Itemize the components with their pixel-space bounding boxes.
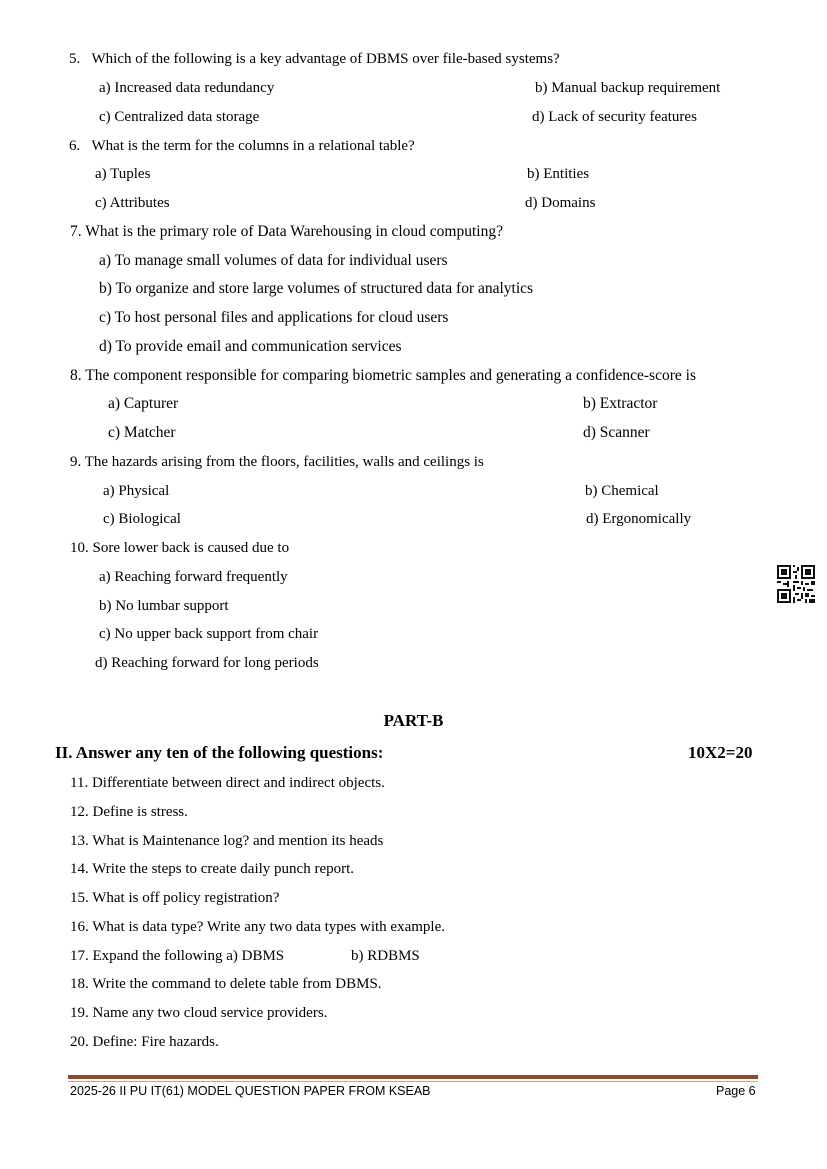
section-title: PART-B xyxy=(383,711,444,730)
question-number: 9. xyxy=(70,454,82,470)
option-c: c) To host personal files and applications for cloud users xyxy=(99,309,449,326)
option-c: c) Biological xyxy=(103,511,181,527)
qr-code-icon xyxy=(777,565,815,603)
question-number: 8. xyxy=(70,367,82,384)
footer-divider xyxy=(68,1075,758,1079)
short-question: 11. Differentiate between direct and indirect objects. xyxy=(70,775,385,791)
question-text: Sore lower back is caused due to xyxy=(92,540,290,556)
option-d: d) Lack of security features xyxy=(532,109,697,125)
section-marks: 10X2=20 xyxy=(688,743,753,762)
option-c: c) No upper back support from chair xyxy=(99,626,319,642)
option-a: a) Increased data redundancy xyxy=(99,80,275,96)
option-d: d) Domains xyxy=(525,195,596,211)
short-question: 20. Define: Fire hazards. xyxy=(70,1034,219,1050)
option-b: b) Extractor xyxy=(583,395,658,412)
short-question: 17. Expand the following a) DBMS xyxy=(70,948,285,964)
option-b: b) No lumbar support xyxy=(99,598,229,614)
question-8 xyxy=(70,367,696,385)
question-5 xyxy=(69,50,560,68)
question-number: 5. xyxy=(69,51,81,67)
question-text: Which of the following is a key advantage of DBMS over file-based systems? xyxy=(91,51,560,67)
question-number: 6. xyxy=(69,138,81,154)
question-6 xyxy=(69,137,415,155)
question-text: The component responsible for comparing biometric samples and generating a confidence-score is xyxy=(85,367,696,384)
question-number: 10. xyxy=(70,540,89,556)
option-c: c) Matcher xyxy=(108,424,176,441)
question-text: What is the primary role of Data Warehousing in cloud computing? xyxy=(85,223,503,240)
option-c: c) Centralized data storage xyxy=(99,109,260,125)
page-number: Page 6 xyxy=(716,1084,756,1098)
short-question-extra: b) RDBMS xyxy=(351,948,420,964)
option-d: d) Ergonomically xyxy=(586,511,692,527)
option-d: d) Reaching forward for long periods xyxy=(95,655,319,671)
question-number: 7. xyxy=(70,223,82,240)
question-9 xyxy=(70,453,484,471)
short-question: 19. Name any two cloud service providers. xyxy=(70,1005,328,1021)
footer-title: 2025-26 II PU IT(61) MODEL QUESTION PAPER FROM KSEAB xyxy=(70,1084,431,1098)
footer-divider-thin xyxy=(68,1081,758,1082)
question-text: The hazards arising from the floors, facilities, walls and ceilings is xyxy=(84,454,484,470)
section-instruction: II. Answer any ten of the following questions: xyxy=(55,743,384,762)
option-d: d) To provide email and communication services xyxy=(99,338,402,355)
option-b: b) Entities xyxy=(527,166,590,182)
option-a: a) Reaching forward frequently xyxy=(99,569,288,585)
question-text: What is the term for the columns in a relational table? xyxy=(91,138,415,154)
short-question: 18. Write the command to delete table from DBMS. xyxy=(70,976,382,992)
short-question: 15. What is off policy registration? xyxy=(70,890,280,906)
option-d: d) Scanner xyxy=(583,424,650,441)
option-b: b) Manual backup requirement xyxy=(535,80,721,96)
option-b: b) To organize and store large volumes of structured data for analytics xyxy=(99,280,534,297)
option-a: a) To manage small volumes of data for individual users xyxy=(99,252,448,269)
option-a: a) Capturer xyxy=(108,395,179,412)
option-b: b) Chemical xyxy=(585,483,659,499)
short-question: 16. What is data type? Write any two data types with example. xyxy=(70,919,445,935)
question-10 xyxy=(70,539,289,557)
question-7 xyxy=(70,223,503,241)
option-a: a) Tuples xyxy=(95,166,151,182)
short-question: 12. Define is stress. xyxy=(70,804,188,820)
option-a: a) Physical xyxy=(103,483,170,499)
short-question: 13. What is Maintenance log? and mention its heads xyxy=(70,833,384,849)
option-c: c) Attributes xyxy=(95,195,170,211)
short-question: 14. Write the steps to create daily punch report. xyxy=(70,861,355,877)
